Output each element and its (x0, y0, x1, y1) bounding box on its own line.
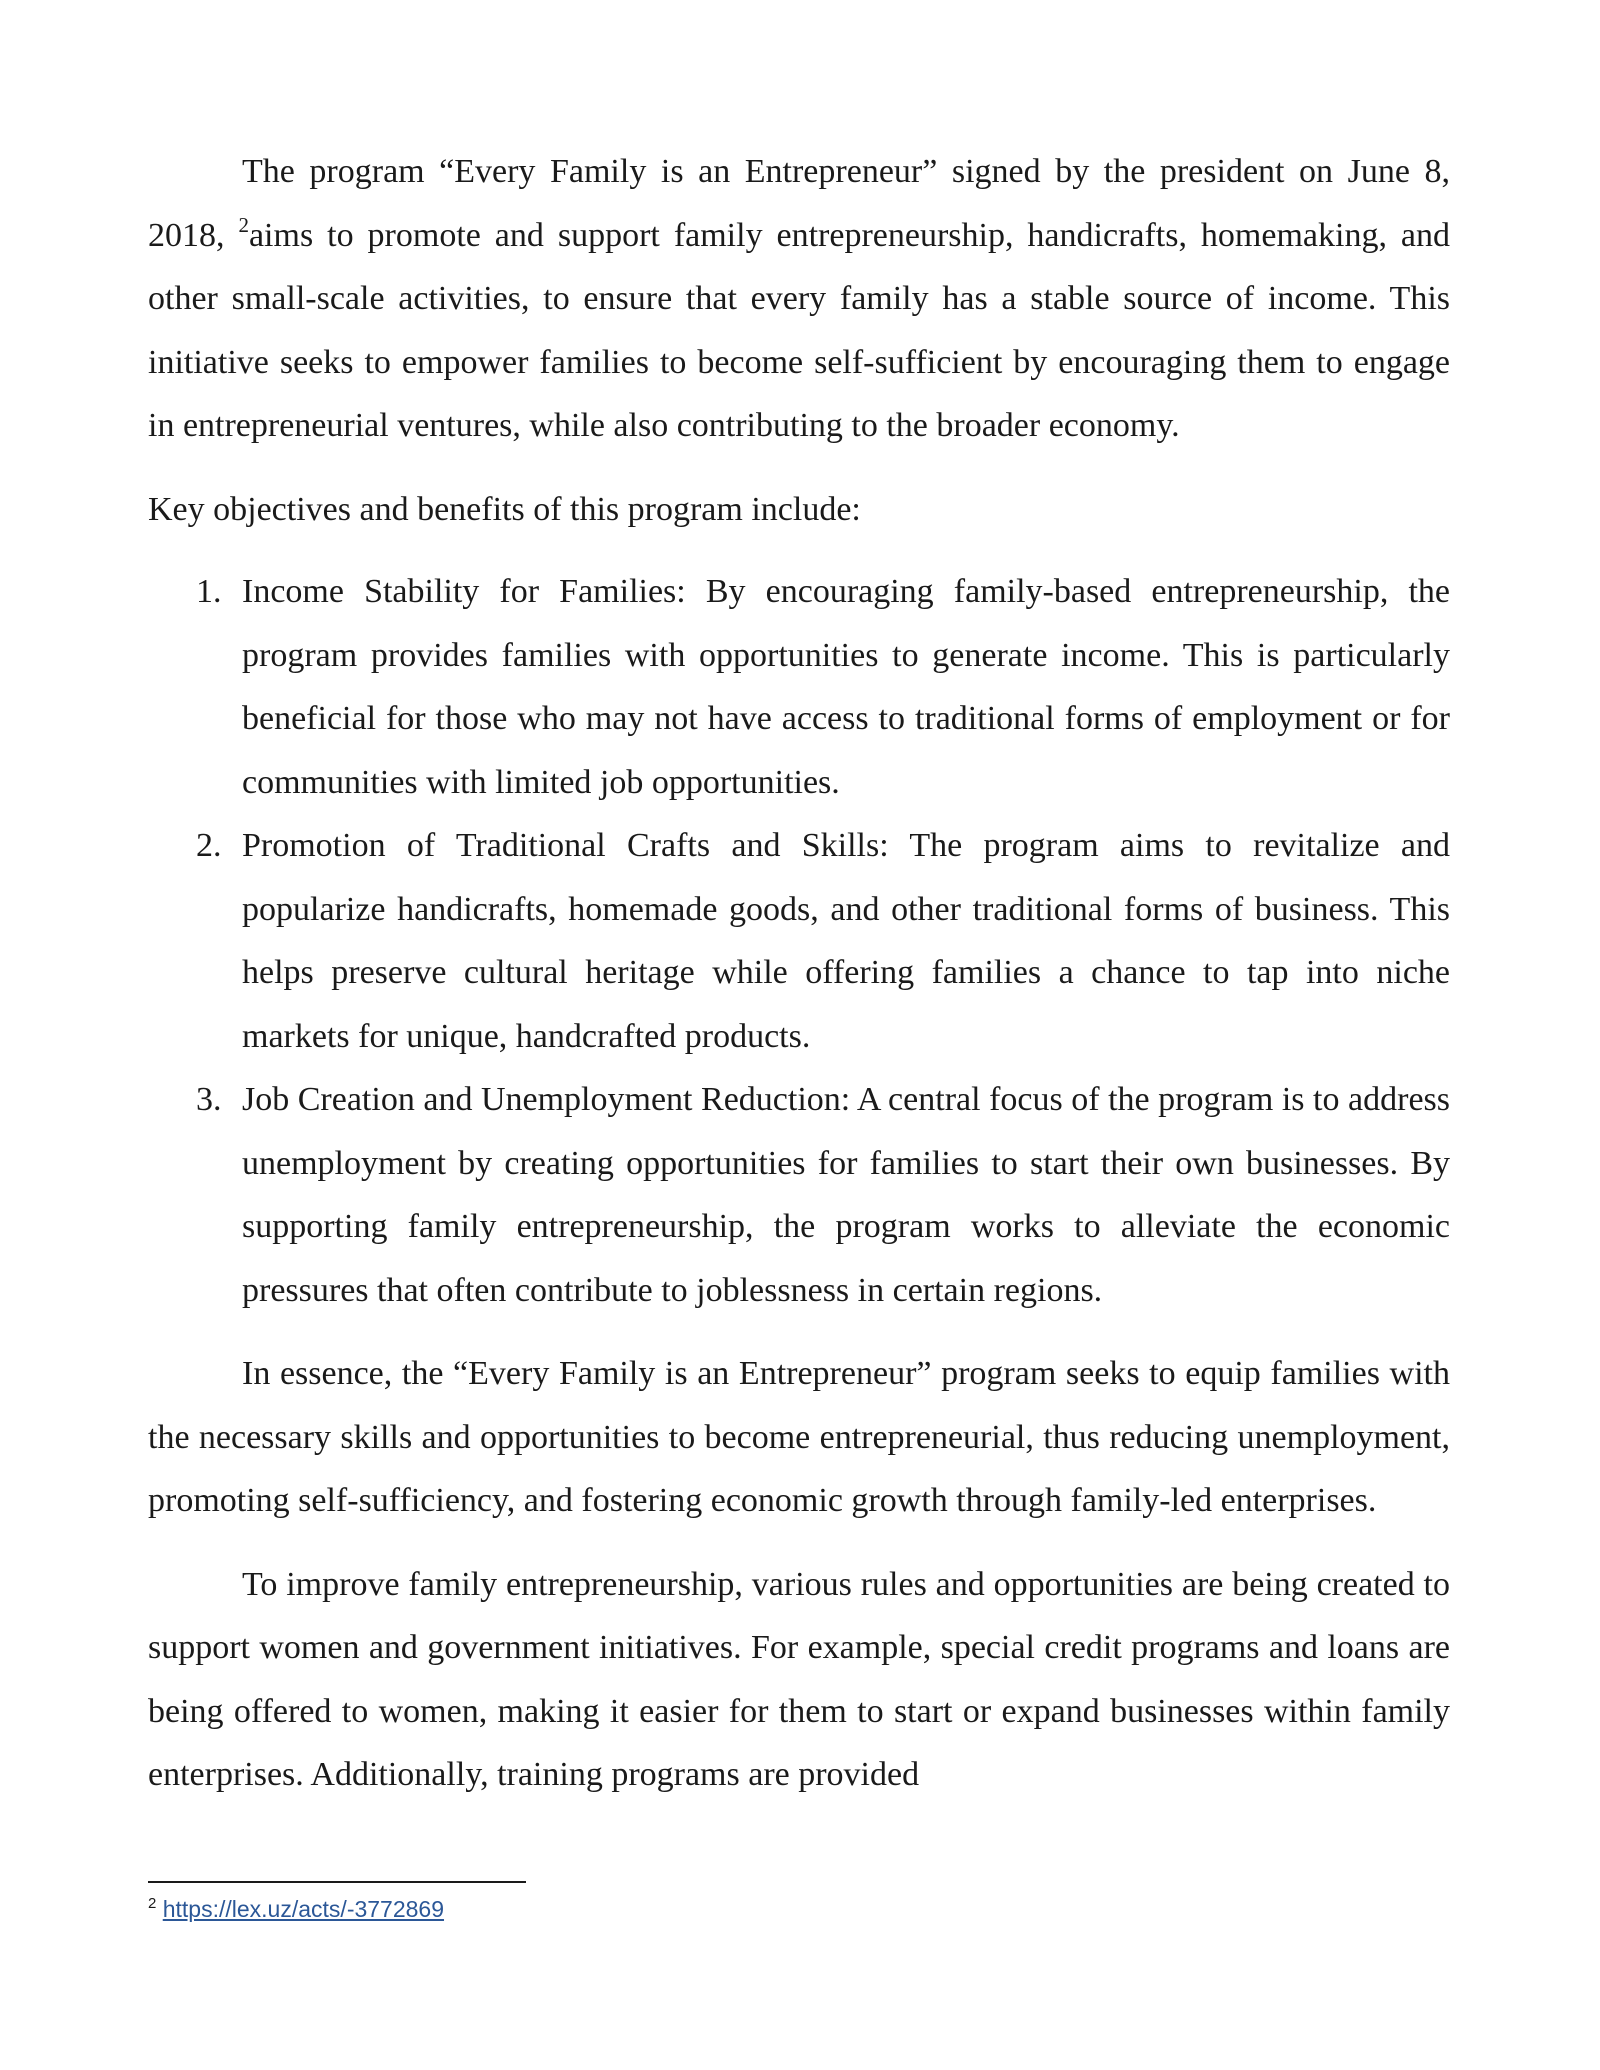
list-item (148, 1068, 1450, 1322)
list-intro: Key objectives and benefits of this program include: (148, 490, 861, 528)
footnote-divider (148, 1881, 526, 1883)
intro-paragraph (148, 140, 1450, 458)
footnote-reference[interactable]: 2 (238, 212, 249, 237)
list-item-text: Job Creation and Unemployment Reduction: A central focus of the program is to address unemployment by creating opportunities for families to start their own businesses. By supporting family entrepreneurship, the program works to alleviate the economic pressures that often contribute to joblessness in certain regions. (242, 1081, 1450, 1309)
objectives-list (148, 560, 1450, 1322)
intro-text-start: The program “Every Family is an Entrepreneur” signed by the president on June 8, 2018, (148, 153, 1450, 254)
list-item (148, 814, 1450, 1068)
list-item-number: 1. (196, 573, 222, 610)
footnote-link[interactable]: https://lex.uz/acts/-3772869 (162, 1896, 445, 1922)
list-item-text: Promotion of Traditional Crafts and Skills: The program aims to revitalize and popularize handicrafts, homemade goods, and other traditional forms of business. This helps preserve cultural heritage while offering families a chance to tap into niche markets for unique, handcrafted products. (242, 827, 1450, 1055)
list-item-number: 3. (196, 1081, 222, 1118)
list-item-text: Income Stability for Families: By encouraging family-based entrepreneurship, the program provides families with opportunities to generate income. This is particularly beneficial for those who may not have access to traditional forms of employment or for communities with limited job opportunities. (242, 573, 1450, 801)
document-body (148, 140, 1450, 1807)
support-paragraph: To improve family entrepreneurship, various rules and opportunities are being created to support women and government initiatives. For example, special credit programs and loans are being offered to women, making it easier for them to start or expand businesses within family enterprises. Additionally, training programs are provided (148, 1565, 1450, 1793)
footnote-marker: 2 (148, 1895, 157, 1912)
intro-text-end: aims to promote and support family entrepreneurship, handicrafts, homemaking, and other small-scale activities, to ensure that every family has a stable source of income. This initiative seeks to empower families to become self-sufficient by encouraging them to engage in entrepreneurial ventures, while also contributing to the broader economy. (148, 216, 1451, 444)
list-item-number: 2. (196, 827, 222, 864)
list-item (148, 560, 1450, 814)
footnote (148, 1893, 444, 1925)
summary-paragraph: In essence, the “Every Family is an Entrepreneur” program seeks to equip families with the necessary skills and opportunities to become entrepreneurial, thus reducing unemployment, promoting self-sufficiency, and fostering economic growth through family-led enterprises. (148, 1355, 1450, 1519)
